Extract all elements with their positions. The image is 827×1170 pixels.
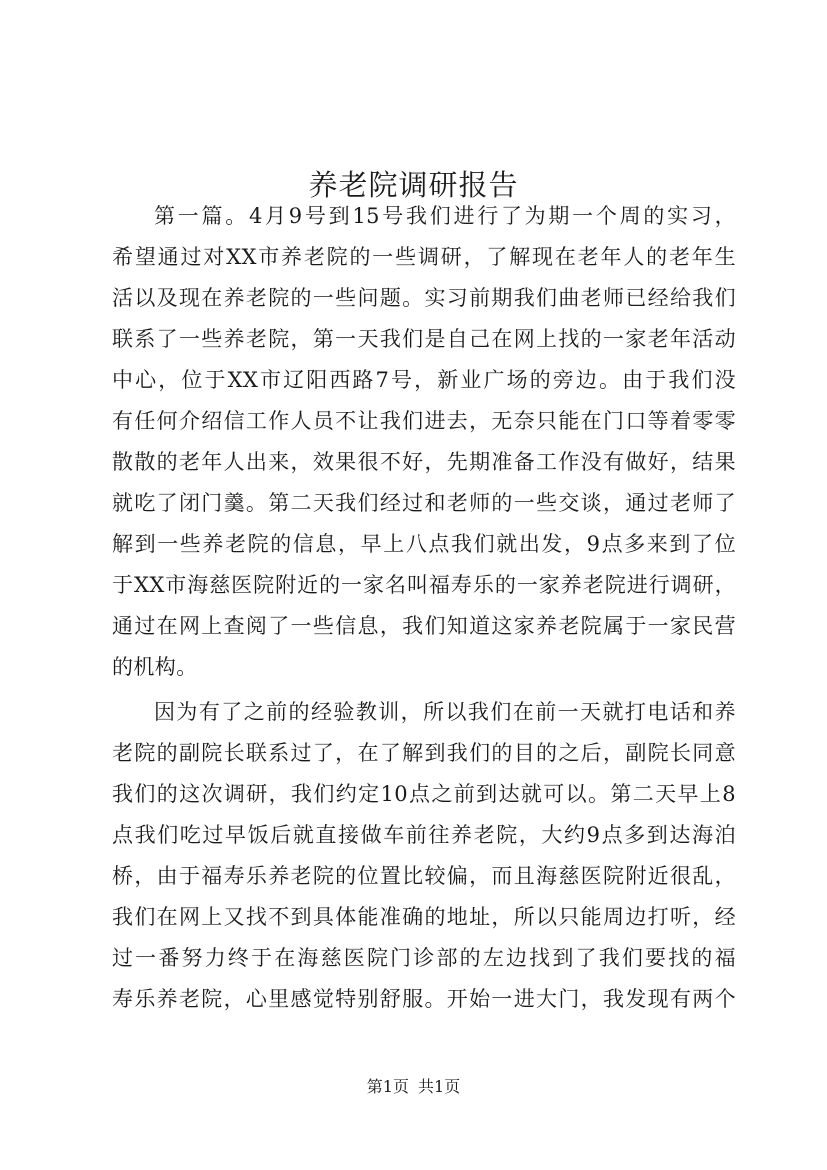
text-line: 就吃了闭门羹。第二天我们经过和老师的一些交谈，通过老师了 (112, 491, 736, 515)
page-number: 第1页 (366, 1077, 409, 1096)
text-line: 寿乐养老院，心里感觉特别舒服。开始一进大门，我发现有两个 (112, 987, 736, 1011)
text-line: 联系了一些养老院，第一天我们是自己在网上找的一家老年活动 (112, 327, 736, 351)
paragraph (112, 692, 736, 1020)
text-line: 过一番努力终于在海慈医院门诊部的左边找到了我们要找的福 (112, 946, 736, 970)
text-line: 有任何介绍信工作人员不让我们进去，无奈只能在门口等着零零 (112, 409, 736, 433)
text-line: 我们的这次调研，我们约定10点之前到达就可以。第二天早上8 (112, 782, 736, 806)
page-footer (0, 1076, 827, 1098)
text-line: 第一篇。4月9号到15号我们进行了为期一个周的实习， (154, 204, 736, 228)
text-line: 于XX市海慈医院附近的一家名叫福寿乐的一家养老院进行调研， (112, 573, 736, 597)
text-line: 解到一些养老院的信息，早上八点我们就出发，9点多来到了位 (112, 532, 736, 556)
document-body (112, 196, 736, 1020)
page-total: 共1页 (418, 1077, 461, 1096)
text-line: 活以及现在养老院的一些问题。实习前期我们曲老师已经给我们 (112, 286, 736, 310)
text-line: 散散的老年人出来，效果很不好，先期准备工作没有做好，结果 (112, 450, 736, 474)
text-line: 的机构。 (112, 655, 198, 679)
text-line: 通过在网上查阅了一些信息，我们知道这家养老院属于一家民营 (112, 614, 736, 638)
paragraph (112, 196, 736, 688)
document-title: 养老院调研报告 (308, 168, 519, 203)
text-line: 因为有了之前的经验教训，所以我们在前一天就打电话和养 (154, 700, 736, 724)
text-line: 希望通过对XX市养老院的一些调研，了解现在老年人的老年生 (112, 245, 736, 269)
text-line: 中心，位于XX市辽阳西路7号，新业广场的旁边。由于我们没 (112, 368, 736, 392)
text-line: 我们在网上又找不到具体能准确的地址，所以只能周边打听，经 (112, 905, 736, 929)
text-line: 点我们吃过早饭后就直接做车前往养老院，大约9点多到达海泊 (112, 823, 736, 847)
text-line: 桥，由于福寿乐养老院的位置比较偏，而且海慈医院附近很乱， (112, 864, 736, 888)
text-line: 老院的副院长联系过了，在了解到我们的目的之后，副院长同意 (112, 741, 736, 765)
